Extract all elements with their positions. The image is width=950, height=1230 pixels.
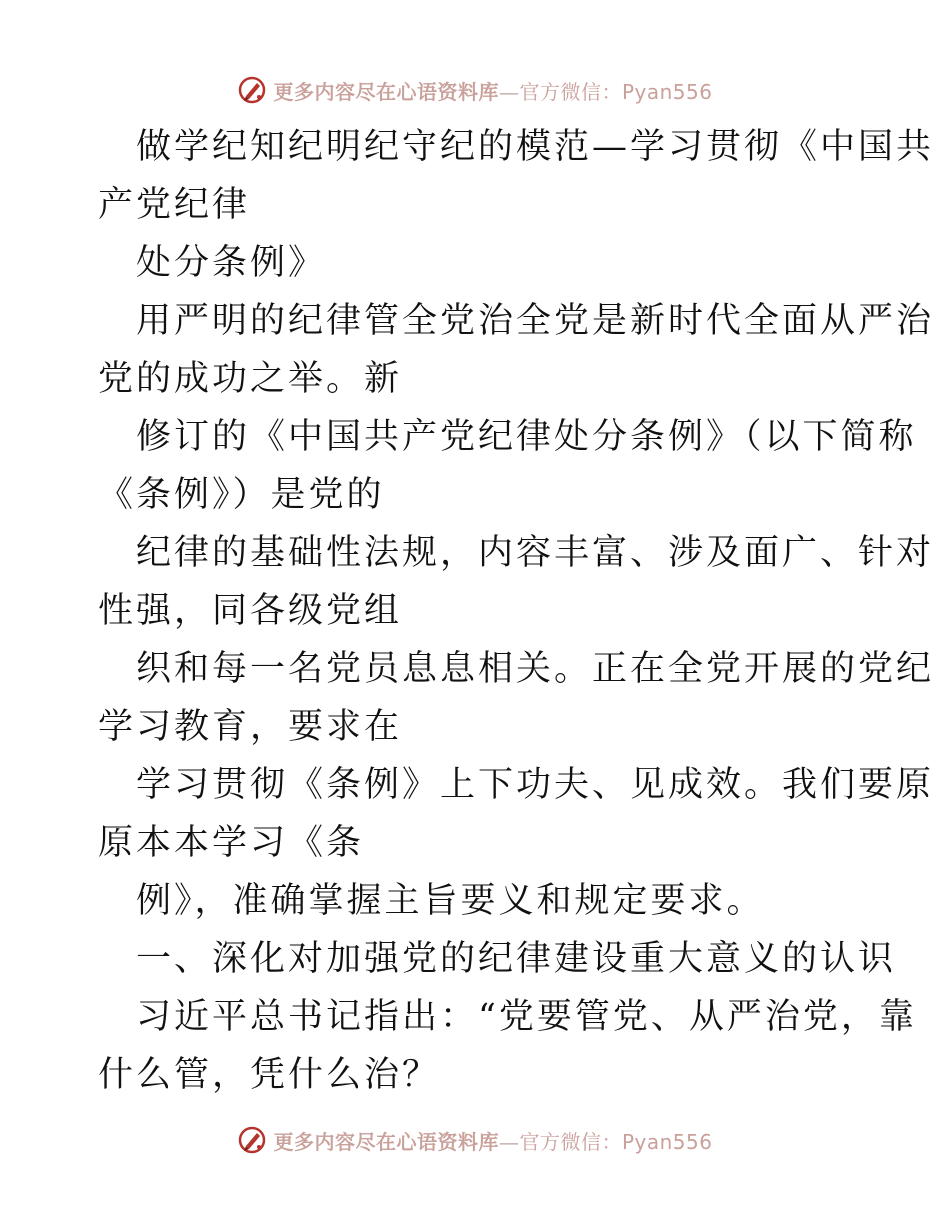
footer-watermark	[0, 1122, 950, 1158]
watermark-dash: —	[498, 79, 520, 104]
title-line-1: 做学纪知纪明纪守纪的模范—学习贯彻《中国共	[136, 127, 935, 167]
watermark-dash: —	[498, 1129, 520, 1154]
title-line-2: 产党纪律	[98, 185, 251, 225]
pen-logo-icon	[237, 1125, 267, 1155]
watermark-brand: 更多内容尽在心语资料库	[273, 1129, 499, 1154]
watermark-contact: 官方微信：Pyan556	[519, 79, 713, 104]
paragraph-line: 用严明的纪律管全党治全党是新时代全面从严治	[136, 301, 935, 341]
watermark-contact: 官方微信：Pyan556	[519, 1129, 713, 1154]
pen-logo-icon	[237, 75, 267, 105]
paragraph-line: 例》，准确掌握主旨要义和规定要求。	[136, 881, 765, 921]
paragraph-line: 性强，同各级党组	[98, 591, 403, 631]
watermark-text	[273, 1126, 712, 1155]
paragraph-line: 学习教育，要求在	[98, 707, 403, 747]
paragraph-line: 原本本学习《条	[98, 823, 365, 863]
document-body	[98, 118, 935, 1104]
paragraph-line: 修订的《中国共产党纪律处分条例》（以下简称	[136, 417, 917, 457]
watermark-text	[273, 76, 712, 105]
header-watermark	[0, 72, 950, 108]
paragraph-line: 纪律的基础性法规，内容丰富、涉及面广、针对	[136, 533, 935, 573]
paragraph-line: 《条例》）是党的	[98, 475, 385, 515]
paragraph-line: 什么管，凭什么治？	[98, 1055, 441, 1095]
paragraph-line: 学习贯彻《条例》上下功夫、见成效。我们要原	[136, 765, 935, 805]
section-heading: 一、深化对加强党的纪律建设重大意义的认识	[136, 939, 897, 979]
paragraph-line: 织和每一名党员息息相关。正在全党开展的党纪	[136, 649, 935, 689]
paragraph-line: 党的成功之举。新	[98, 359, 403, 399]
watermark-brand: 更多内容尽在心语资料库	[273, 79, 499, 104]
paragraph-line: 习近平总书记指出：“党要管党、从严治党，靠	[136, 997, 917, 1037]
title-line-3: 处分条例》	[136, 243, 327, 283]
